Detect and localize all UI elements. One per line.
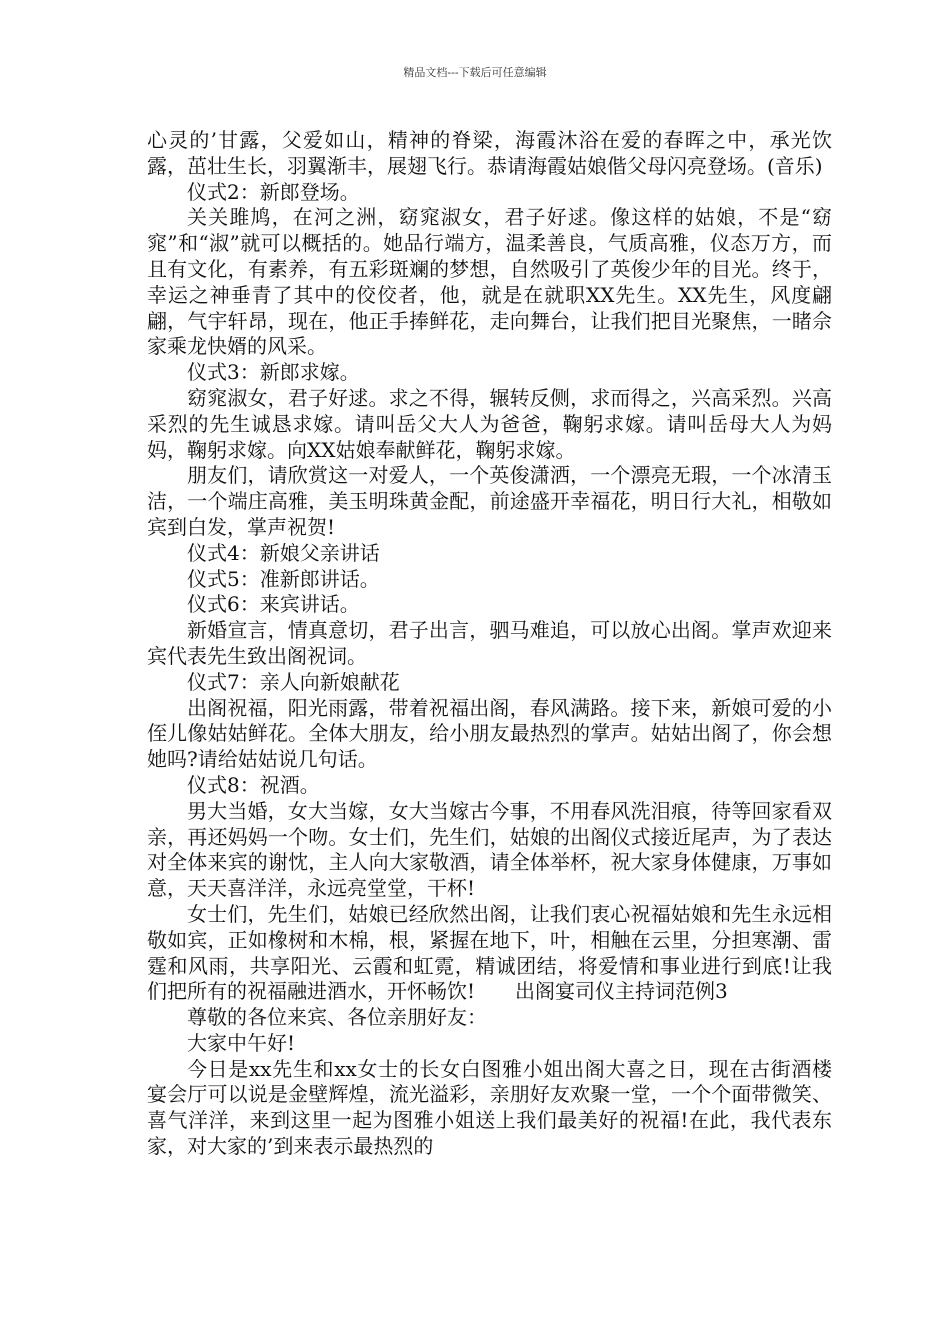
paragraph: 男大当婚，女大当嫁，女大当嫁古今事，不用春风洗泪痕，待等回家看双亲，再还妈妈一个吻。女士们，先生们，姑娘的出阁仪式接近尾声，为了表达对全体来宾的谢忱，主人向大家敬酒，请全体举杯，祝大家身体健康，万事如意，天天喜洋洋，永远亮堂堂，干杯!: [147, 798, 832, 901]
paragraph: 新婚宣言，情真意切，君子出言，驷马难追，可以放心出阁。掌声欢迎来宾代表先生致出阁祝词。: [147, 618, 832, 668]
paragraph: 关关雎鸠，在河之洲，窈窕淑女，君子好逑。像这样的姑娘，不是“窈窕”和“淑”就可以概括的。她品行端方，温柔善良，气质高雅，仪态万方，而且有文化，有素养，有五彩斑斓的梦想，自然吸引了英俊少年的目光。终于，幸运之神垂青了其中的佼佼者，他，就是在就职XX先生。XX先生，风度翩翩，气宇轩昂，现在，他正手捧鲜花，走向舞台，让我们把目光聚焦，一睹佘家乘龙快婿的风采。: [147, 205, 832, 359]
paragraph: 尊敬的各位来宾、各位亲朋好友：: [187, 1005, 487, 1030]
paragraph: 朋友们，请欣赏这一对爱人，一个英俊潇洒，一个漂亮无瑕，一个冰清玉洁，一个端庄高雅，美玉明珠黄金配，前途盛开幸福花，明日行大礼，相敬如宾到白发，掌声祝贺!: [147, 463, 832, 539]
paragraph-heading: 仪式8：祝酒。: [187, 772, 320, 797]
paragraph-heading: 仪式7：亲人向新娘献花: [187, 669, 400, 694]
paragraph-heading: 仪式3：新郎求嫁。: [187, 360, 360, 385]
paragraph: 窈窕淑女，君子好逑。求之不得，辗转反侧，求而得之，兴高采烈。兴高采烈的先生诚恳求嫁。请叫岳父大人为爸爸，鞠躬求嫁。请叫岳母大人为妈妈，鞠躬求嫁。向XX姑娘奉献鲜花，鞠躬求嫁。: [147, 385, 832, 462]
paragraph-heading: 仪式5：准新郎讲话。: [187, 566, 380, 591]
paragraph: 今日是xx先生和xx女士的长女白图雅小姐出阁大喜之日，现在古街酒楼宴会厅可以说是金壁辉煌，流光溢彩，亲朋好友欢聚一堂，一个个面带微笑、喜气洋洋，来到这里一起为图雅小姐送上我们最美好的祝福!在此，我代表东家，对大家的’到来表示最热烈的: [147, 1056, 832, 1159]
paragraph: 女士们，先生们，姑娘已经欣然出阁，让我们衷心祝福姑娘和先生永远相敬如宾，正如橡树和木棉，根，紧握在地下，叶，相触在云里，分担寒潮、雷霆和风雨，共享阳光、云霞和虹霓，精诚团结，将爱情和事业进行到底!让我们把所有的祝福融进酒水，开怀畅饮! 出阁宴司仪主持词范例3: [147, 901, 832, 1004]
paragraph-heading: 仪式2：新郎登场。: [187, 179, 360, 204]
paragraph-heading: 仪式6：来宾讲话。: [187, 592, 360, 617]
paragraph: 心灵的’甘露，父爱如山，精神的脊梁，海霞沐浴在爱的春晖之中，承光饮露，茁壮生长，羽翼渐丰，展翅飞行。恭请海霞姑娘偕父母闪亮登场。(音乐): [147, 128, 832, 178]
page-header: 精品文档---下载后可任意编辑: [403, 66, 547, 79]
paragraph: 出阁祝福，阳光雨露，带着祝福出阁，春风满路。接下来，新娘可爱的小侄儿像姑姑鲜花。全体大朋友，给小朋友最热烈的掌声。姑姑出阁了，你会想她吗?请给姑姑说几句话。: [147, 695, 832, 772]
paragraph-heading: 仪式4：新娘父亲讲话: [187, 540, 380, 565]
paragraph: 大家中午好!: [187, 1030, 296, 1055]
document-body: [147, 128, 832, 1160]
